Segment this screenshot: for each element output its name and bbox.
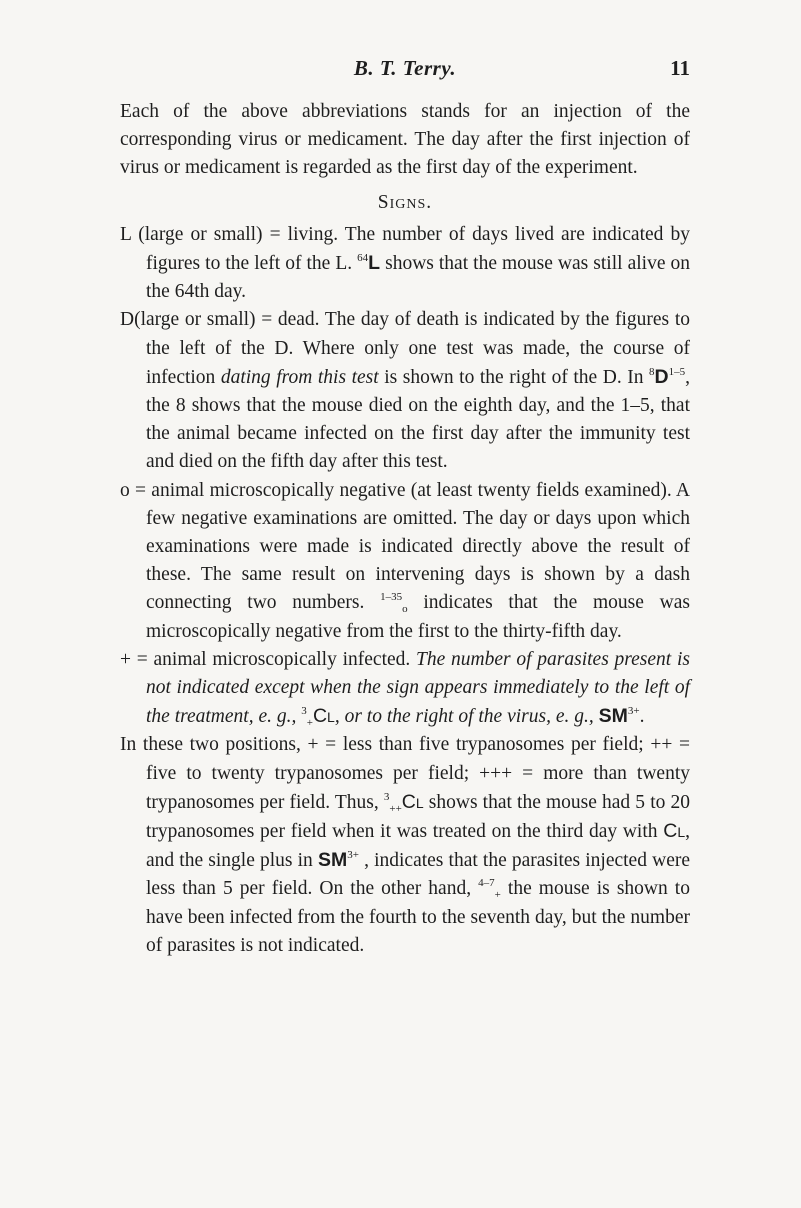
positions-tail: the mouse is shown to have been infected from the fourth to the seventh day, but the number of parasites is not indicated. xyxy=(146,878,690,956)
negative-tail: indicates that the mouse was microscopically negative from the first to the thirty-fifth day. xyxy=(146,592,690,642)
dead-italic: dating from this test xyxy=(220,366,379,388)
positions-example3-sup: 4–7 xyxy=(478,877,495,890)
negative-example-sup: 1–35 xyxy=(380,591,403,604)
living-lead: L (large or small) = living. The number of days lived are indicated by figures to the left of the L. xyxy=(120,223,690,275)
page-number: 11 xyxy=(670,56,690,80)
living-tail: shows that the mouse was still alive on the 64th day. xyxy=(146,253,690,303)
infected-italic-2: , or to the right of the virus, e. g., xyxy=(334,706,599,728)
positions-example1-day: 3 xyxy=(383,790,390,803)
negative-lead: o = animal microscopically negative (at least twenty fields examined). A few negative examinations are omitted. The day or days upon which examinations were made is indicated directly above the result of these. The same result on intervening days is shown by a dash connecting two numbers. xyxy=(120,479,690,614)
page-header xyxy=(120,56,690,86)
positions-lead: In these two positions, + = less than five trypanosomes per field; ++ = five to twenty trypanosomes per field; +++ = more than twenty trypanosomes per field. Thus, xyxy=(120,734,690,813)
infected-example1-sign: + xyxy=(306,717,313,730)
dead-example-number: 8 xyxy=(649,365,655,378)
infected-lead: + = animal microscopically infected. xyxy=(120,648,417,670)
dead-mid: is shown to the right of the D. In xyxy=(378,366,650,388)
positions-mid-2: , and the single plus in xyxy=(146,821,690,872)
positions-example2-sup: 3+ xyxy=(347,849,359,862)
living-example-sign: L xyxy=(368,252,381,275)
entry-dead xyxy=(120,306,690,476)
living-example-number: 64 xyxy=(357,252,369,265)
entry-infected xyxy=(120,646,690,732)
entry-negative xyxy=(120,477,690,646)
infected-example1-drug: Cl xyxy=(312,705,335,728)
positions-example3-sign: + xyxy=(494,889,501,902)
positions-example2-drug: SM xyxy=(317,849,348,872)
entry-positions xyxy=(120,731,690,960)
dead-example-sign: D xyxy=(654,365,669,388)
infected-italic-1: The number of parasites present is not indicated except when the sign appears immediately to the left of the treatment, e. g., xyxy=(146,648,690,728)
dead-lead: D(large or small) = dead. The day of death is indicated by the figures to the left of the D. Where only one test was made, the course of infection xyxy=(120,309,690,388)
body-text xyxy=(120,98,690,960)
dead-example-sup: 1–5 xyxy=(668,365,686,378)
positions-mid-3: , indicates that the parasites injected were less than 5 per field. On the other hand, xyxy=(146,850,690,900)
infected-example2-drug: SM xyxy=(598,705,628,728)
positions-mid: shows that the mouse had 5 to 20 trypanosomes per field when it was treated on the third day with xyxy=(146,791,690,843)
positions-example1-drug: Cl xyxy=(401,790,424,813)
positions-example1-sign: ++ xyxy=(389,802,402,815)
section-heading: Signs. xyxy=(377,191,433,213)
running-head: B. T. Terry. xyxy=(353,56,457,80)
infected-example2-sup: 3+ xyxy=(627,705,640,718)
infected-example1-day: 3 xyxy=(301,705,307,718)
entry-living xyxy=(120,221,690,307)
dead-tail: , the 8 shows that the mouse died on the eighth day, and the 1–5, that the animal became infected on the first day after the immunity test and died on the fifth day after this test. xyxy=(146,366,690,473)
positions-drug: Cl xyxy=(663,820,686,843)
negative-example-sign: o xyxy=(402,603,408,616)
intro-paragraph: Each of the above abbreviations stands for an injection of the corresponding virus or medicament. The day after the first injection of virus or medicament is regarded as the first day of the experiment. xyxy=(120,101,690,179)
infected-tail: . xyxy=(639,706,645,728)
